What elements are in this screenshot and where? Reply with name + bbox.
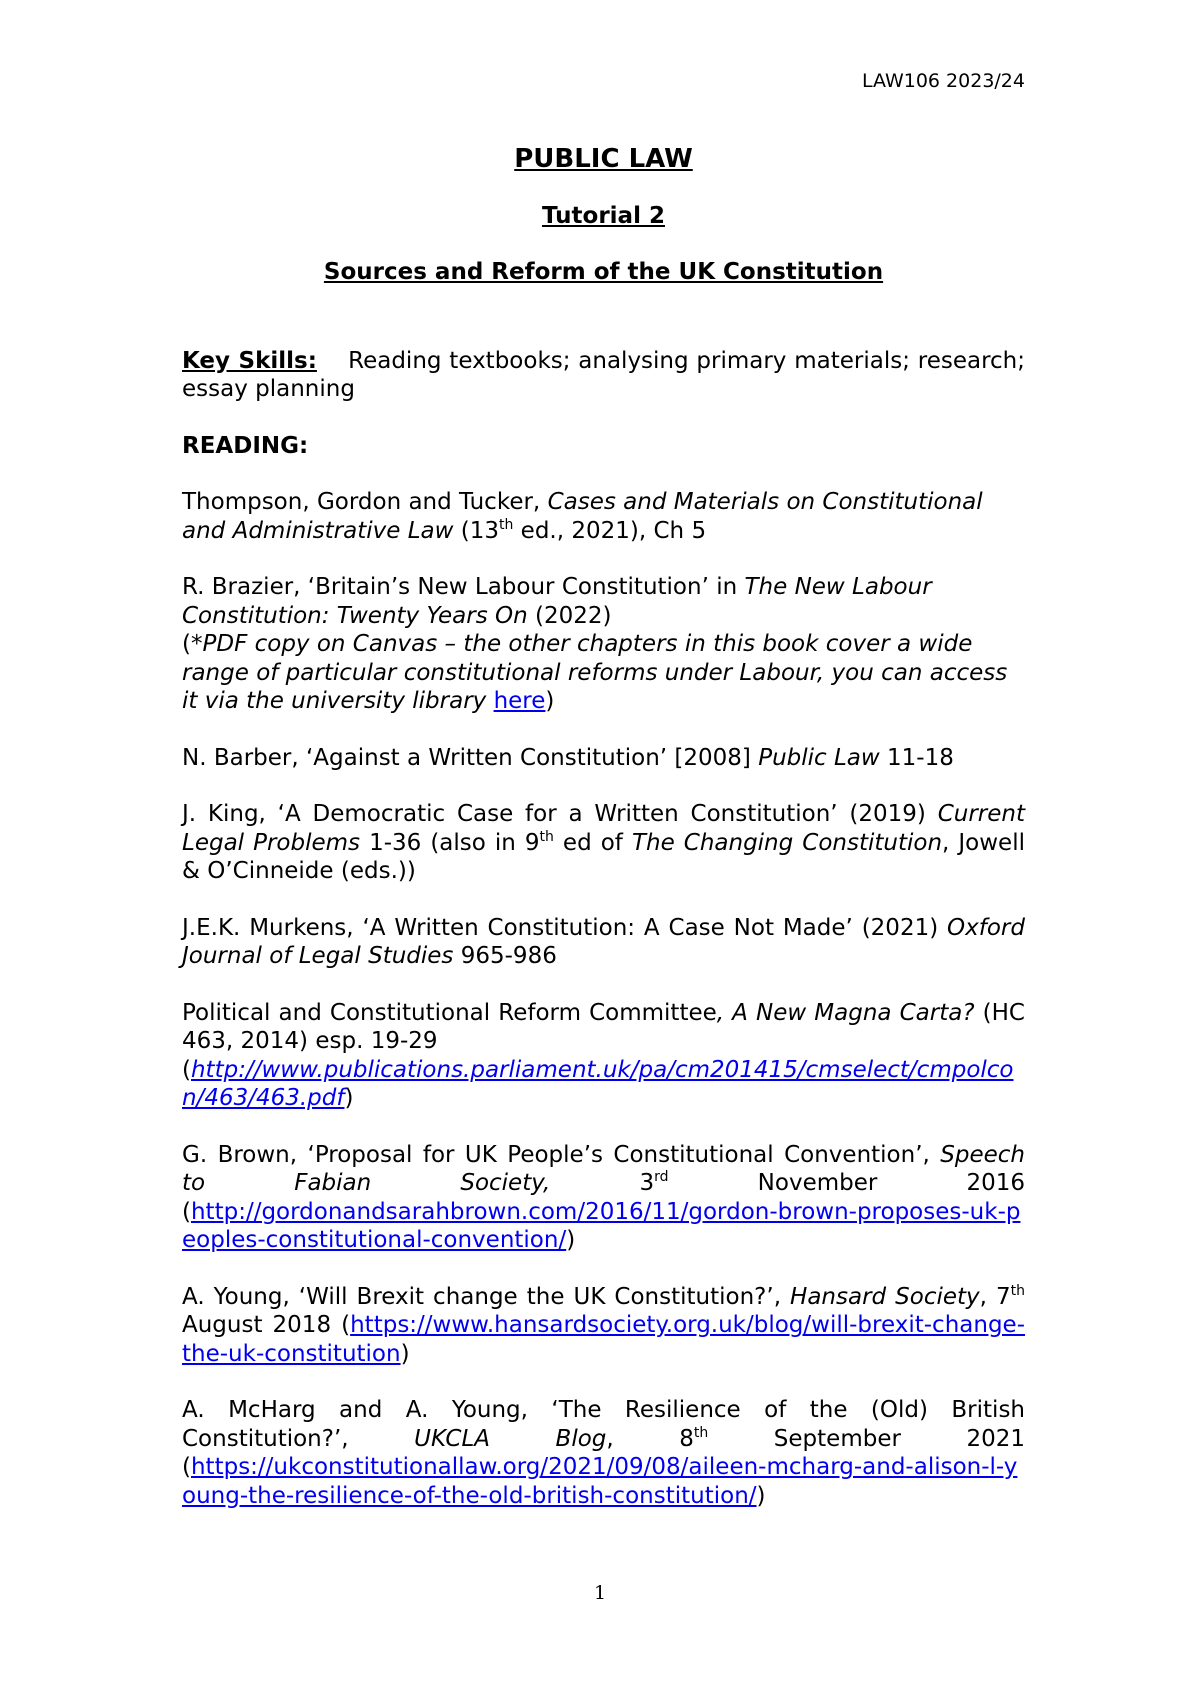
entry-bracket: ( bbox=[182, 1198, 191, 1225]
parliament-report-link[interactable]: http://www.publications.parliament.uk/pa/cm201415/cmselect/cmpolcon/463/463.pdf bbox=[182, 1056, 1014, 1111]
entry-bracket: ) bbox=[400, 1340, 410, 1367]
hansard-society-link[interactable]: https://www.hansardsociety.org.uk/blog/will-brexit-change-the-uk-constitution bbox=[182, 1312, 1025, 1367]
reading-entry bbox=[182, 800, 1025, 886]
reading-entry bbox=[182, 999, 1025, 1113]
entry-superscript: th bbox=[539, 828, 554, 845]
reading-heading: READING: bbox=[182, 432, 309, 459]
entry-authors: J. King, ‘A Democratic Case for a Written Constitution’ (2019) bbox=[182, 801, 938, 827]
entry-date: August 2018 ( bbox=[182, 1312, 351, 1338]
key-skills-text: Reading textbooks; analysing primary materials; research; essay planning bbox=[182, 347, 1026, 402]
page-number: 1 bbox=[593, 1582, 607, 1604]
entry-bracket: ) bbox=[545, 688, 555, 714]
subtitle: Sources and Reform of the UK Constitution bbox=[323, 259, 884, 285]
entry-reference: (HC 463, 2014) esp. 19-29 bbox=[182, 999, 1025, 1054]
entry-line bbox=[182, 1396, 1025, 1453]
entry-authors: Thompson, Gordon and Tucker, bbox=[182, 489, 548, 515]
entry-pages: 965-986 bbox=[453, 943, 557, 969]
key-skills-label: Key Skills: bbox=[182, 347, 317, 374]
entry-title: , A New Magna Carta? bbox=[716, 999, 975, 1026]
reading-entry bbox=[182, 1141, 1025, 1255]
entry-date: 7 bbox=[986, 1283, 1011, 1310]
entry-title: The New Labour Constitution: Twenty Years On bbox=[182, 574, 932, 629]
entry-superscript: rd bbox=[654, 1169, 669, 1185]
entry-authors: Political and Constitutional Reform Committee bbox=[182, 999, 717, 1026]
entry-bracket: ) bbox=[756, 1482, 766, 1509]
entry-superscript: th bbox=[499, 516, 514, 533]
entry-bracket: ( bbox=[182, 1056, 191, 1083]
entry-authors: G. Brown, ‘Proposal for UK People’s Constitutional Convention’, bbox=[182, 1141, 941, 1168]
tutorial-title: Tutorial 2 bbox=[542, 202, 665, 229]
entry-line bbox=[182, 1141, 1025, 1198]
entry-edition: (13 bbox=[453, 517, 499, 544]
reading-entry bbox=[182, 1396, 1025, 1510]
entry-journal: Public Law bbox=[758, 744, 880, 771]
reading-entry bbox=[182, 573, 1025, 716]
reading-entry bbox=[182, 914, 1025, 971]
entry-pages: 11-18 bbox=[879, 744, 954, 771]
entry-date: 8 bbox=[613, 1425, 694, 1452]
reading-entry bbox=[182, 744, 1025, 773]
entry-edition: ed of bbox=[553, 829, 632, 856]
entry-bracket: ) bbox=[566, 1227, 576, 1253]
entry-details: , Jowell & O’Cinneide (eds.)) bbox=[182, 829, 1025, 884]
reading-entry bbox=[182, 488, 1025, 545]
entry-bracket: ( bbox=[182, 631, 191, 657]
entry-bracket: ) bbox=[344, 1085, 354, 1111]
entry-authors: J.E.K. Murkens, ‘A Written Constitution: A Case Not Made’ (2021) bbox=[182, 914, 948, 941]
entry-source: UKCLA Blog bbox=[414, 1425, 607, 1452]
page-title: PUBLIC LAW bbox=[514, 144, 693, 174]
entry-date: November 2016 bbox=[668, 1170, 1025, 1196]
entry-journal: Oxford Journal of Legal Studies bbox=[182, 914, 1025, 969]
entry-punctuation: , bbox=[979, 1283, 987, 1310]
entry-date: 3 bbox=[550, 1170, 655, 1196]
entry-source: Speech to Fabian Society, bbox=[182, 1141, 1025, 1196]
entry-title: Cases and Materials on Constitutional and Administrative Law bbox=[182, 489, 983, 544]
course-header: LAW106 2023/24 bbox=[861, 70, 1025, 92]
entry-note: *PDF copy on Canvas – the other chapters in this book cover a wide range of particular constitutional reforms under Labour, you can access it via the university library bbox=[182, 631, 1008, 714]
entry-details: ed., 2021), Ch 5 bbox=[513, 517, 707, 544]
key-skills bbox=[182, 347, 1025, 404]
entry-superscript: th bbox=[693, 1424, 709, 1441]
entry-date: September 2021 bbox=[708, 1425, 1025, 1452]
entry-authors: A. McHarg and A. Young, ‘The Resilience of the (Old) British Constitution?’, bbox=[182, 1397, 1025, 1452]
entry-authors: R. Brazier, ‘Britain’s New Labour Constitution’ in bbox=[182, 574, 745, 600]
entry-source: Hansard Society bbox=[790, 1283, 980, 1310]
entry-punctuation: , bbox=[606, 1425, 614, 1452]
document-body bbox=[182, 145, 1025, 1510]
gordon-brown-link[interactable]: http://gordonandsarahbrown.com/2016/11/gordon-brown-proposes-uk-peoples-constitutional-convention/ bbox=[182, 1198, 1021, 1253]
entry-journal: Current Legal Problems bbox=[182, 801, 1025, 856]
entry-pages: 1-36 (also in 9 bbox=[360, 829, 540, 856]
entry-title: The Changing Constitution bbox=[631, 829, 943, 856]
entry-authors: A. Young, ‘Will Brexit change the UK Constitution?’, bbox=[182, 1283, 791, 1310]
library-link[interactable]: here bbox=[493, 688, 546, 714]
reading-entry bbox=[182, 1283, 1025, 1369]
entry-superscript: th bbox=[1010, 1282, 1025, 1299]
entry-year: (2022) bbox=[527, 602, 612, 629]
entry-authors: N. Barber, ‘Against a Written Constitution’ [2008] bbox=[182, 744, 759, 771]
ukcla-blog-link[interactable]: https://ukconstitutionallaw.org/2021/09/08/aileen-mcharg-and-alison-l-young-the-resilience-of-the-old-british-constitution/ bbox=[182, 1454, 1018, 1509]
entry-bracket: ( bbox=[182, 1454, 191, 1480]
